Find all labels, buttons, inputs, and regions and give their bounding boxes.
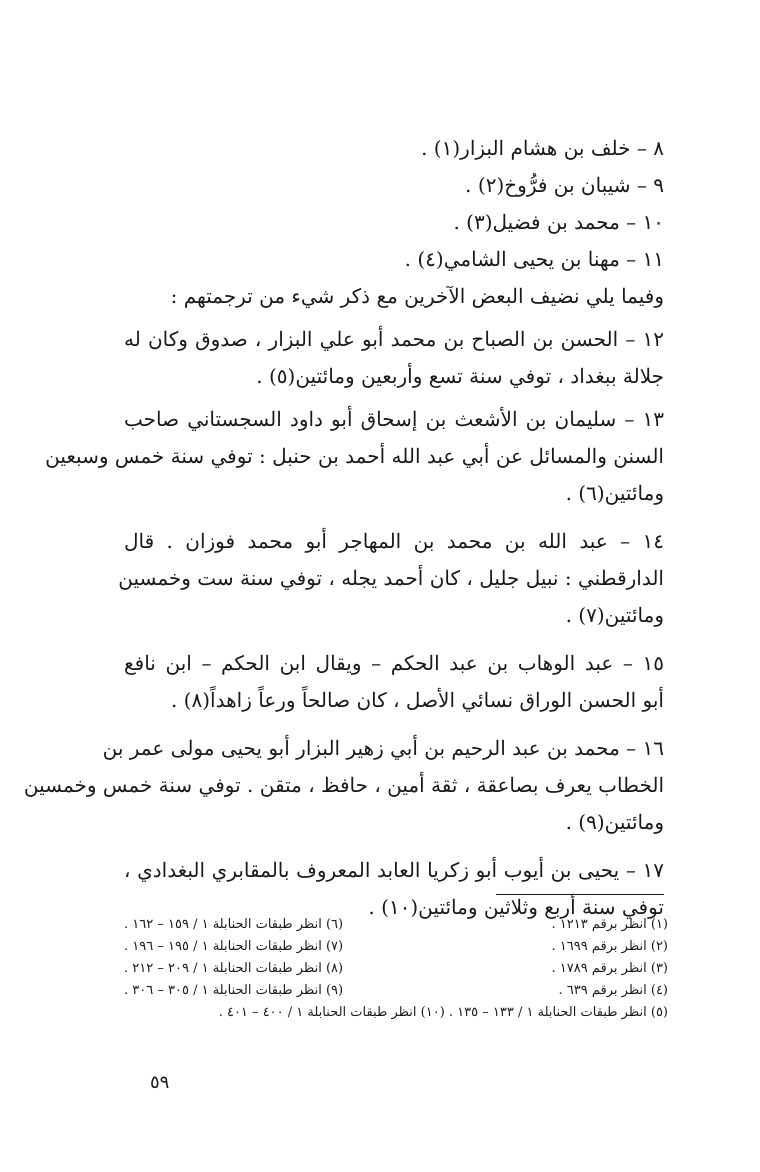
entry-10: ١٠ – محمد بن فضيل(٣) .: [453, 210, 664, 234]
footnote-4: (٤) انظر برقم ٦٣٩ .: [558, 983, 668, 998]
footnote-row: [124, 958, 668, 980]
entry-15: [124, 645, 664, 719]
entry-14-line-3: ومائتين(٧) .: [565, 603, 664, 627]
entry-12-line-1: ١٢ – الحسن بن الصباح بن محمد أبو علي البزار ، صدوق وكان له: [124, 327, 664, 351]
entry-8: ٨ – خلف بن هشام البزار(١) .: [421, 136, 664, 160]
entry-15-line-1: ١٥ – عبد الوهاب بن عبد الحكم – ويقال ابن الحكم – ابن نافع: [124, 651, 664, 675]
footnote-row: [124, 914, 668, 936]
footnote-5-and-10: (٥) انظر طبقات الحنابلة ١ / ١٣٣ – ١٣٥ . (١٠) انظر طبقات الحنابلة ١ / ٤٠٠ – ٤٠١ .: [218, 1005, 668, 1020]
entry-16-line-1: ١٦ – محمد بن عبد الرحيم بن أبي زهير البزار أبو يحيى مولى عمر بن: [102, 736, 664, 760]
footnote-7: (٧) انظر طبقات الحنابلة ١ / ١٩٥ – ١٩٦ .: [124, 939, 344, 954]
entry-9: ٩ – شيبان بن فرُّوخ(٢) .: [465, 173, 664, 197]
entry-14-line-1: ١٤ – عبد الله بن محمد بن المهاجر أبو محمد فوزان . قال: [124, 529, 664, 553]
intro-line: وفيما يلي نضيف البعض الآخرين مع ذكر شيء من ترجمتهم :: [170, 284, 664, 308]
entry-13-line-1: ١٣ – سليمان بن الأشعث بن إسحاق أبو داود السجستاني صاحب: [124, 407, 664, 431]
footnote-3: (٣) انظر برقم ١٧٨٩ .: [551, 961, 668, 976]
entry-14-line-2: الدارقطني : نبيل جليل ، كان أحمد يجله ، توفي سنة ست وخمسين: [118, 566, 664, 590]
entry-17-line-2: توفي سنة أربع وثلاثين ومائتين(١٠) .: [368, 895, 664, 919]
entry-16-line-3: ومائتين(٩) .: [565, 810, 664, 834]
entry-14: [118, 523, 664, 634]
entry-16: [23, 730, 664, 841]
footnote-separator: [496, 894, 664, 895]
footnote-2: (٢) انظر برقم ١٦٩٩ .: [551, 939, 668, 954]
entry-16-line-2: الخطاب يعرف بصاعقة ، ثقة أمين ، حافظ ، متقن . توفي سنة خمس وخمسين: [23, 773, 664, 797]
entry-12-line-2: جلالة ببغداد ، توفي سنة تسع وأربعين ومائتين(٥) .: [256, 364, 664, 388]
entry-13-line-3: ومائتين(٦) .: [565, 481, 664, 505]
footnote-8: (٨) انظر طبقات الحنابلة ١ / ٢٠٩ – ٢١٢ .: [124, 961, 344, 976]
footnote-6: (٦) انظر طبقات الحنابلة ١ / ١٥٩ – ١٦٢ .: [124, 917, 344, 932]
main-text: [23, 130, 664, 926]
page-number: ٥٩: [150, 1072, 170, 1093]
footnote-row: [124, 1002, 668, 1024]
entry-12: [124, 321, 664, 395]
entry-15-line-2: أبو الحسن الوراق نسائي الأصل ، كان صالحاً ورعاً زاهداً(٨) .: [170, 688, 664, 712]
footnote-9: (٩) انظر طبقات الحنابلة ١ / ٣٠٥ – ٣٠٦ .: [124, 983, 344, 998]
footnote-row: [124, 980, 668, 1002]
entry-13: [45, 401, 664, 512]
entry-17-line-1: ١٧ – يحيى بن أيوب أبو زكريا العابد المعروف بالمقابري البغدادي ،: [124, 858, 664, 882]
entry-13-line-2: السنن والمسائل عن أبي عبد الله أحمد بن حنبل : توفي سنة خمس وسبعين: [45, 444, 664, 468]
footnote-1: (١) انظر برقم ١٢١٣ .: [551, 917, 668, 932]
footnote-row: [124, 936, 668, 958]
entry-11: ١١ – مهنا بن يحيى الشامي(٤) .: [404, 247, 664, 271]
footnotes: [124, 914, 668, 1024]
